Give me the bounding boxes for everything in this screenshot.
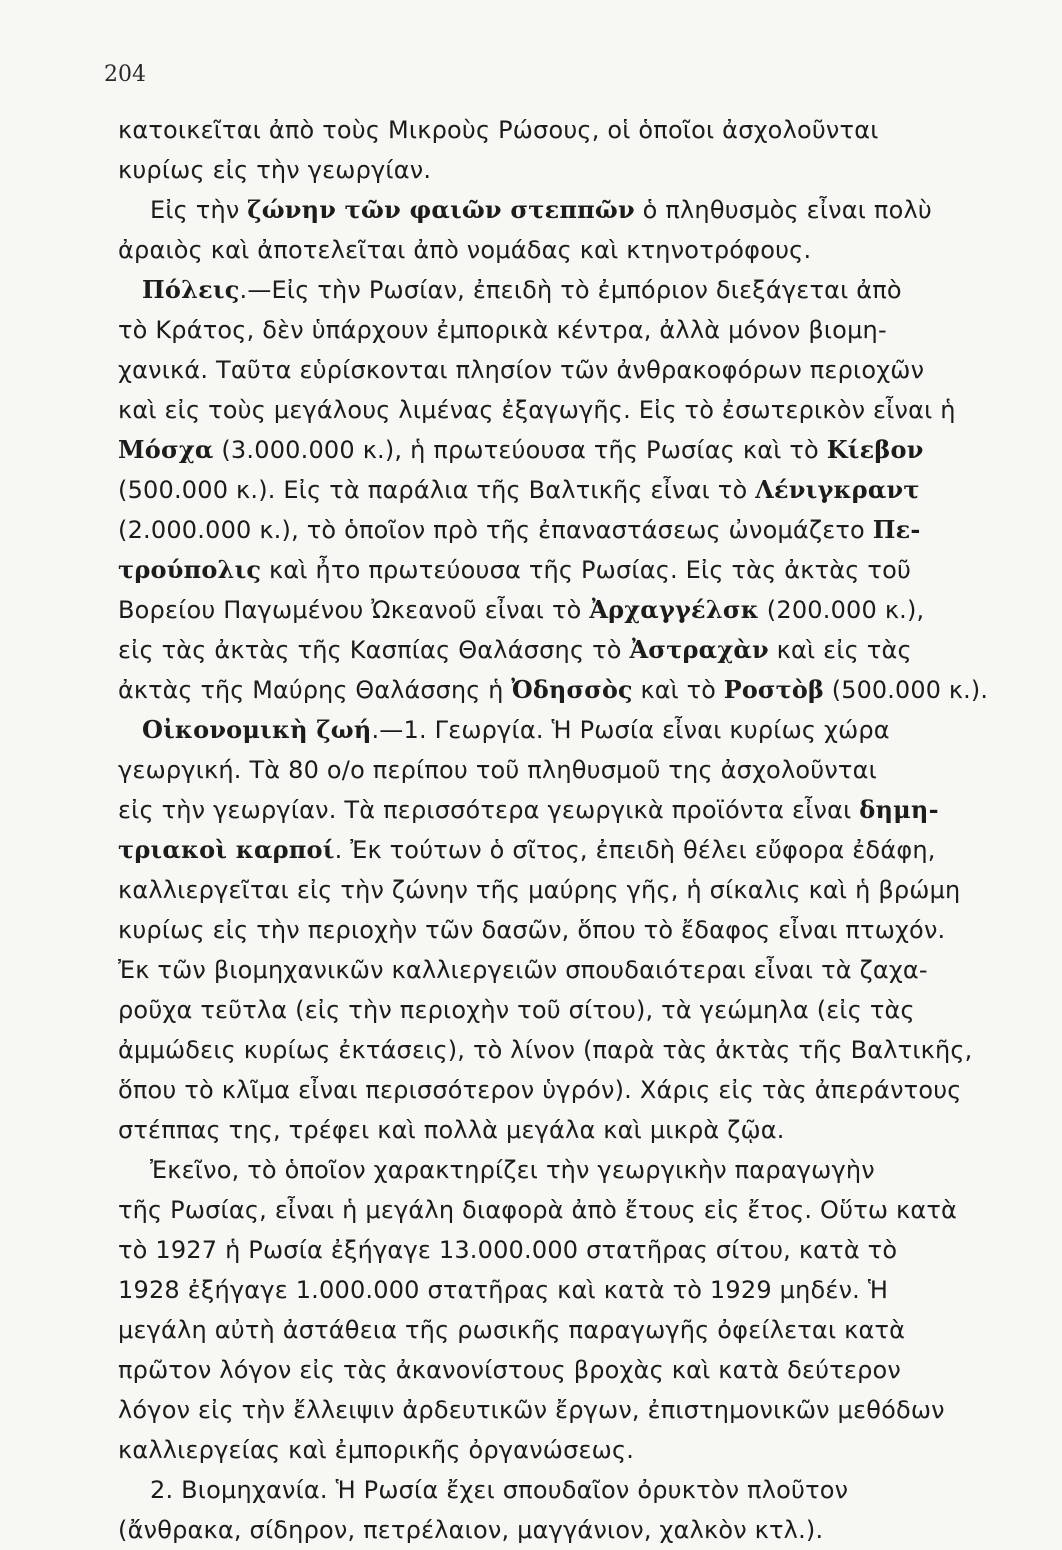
- text-line: [118, 510, 921, 550]
- text-run: εἰς τὰς ἀκτὰς τῆς Κασπίας Θαλάσσης τὸ: [118, 636, 630, 664]
- text-line: [118, 1350, 901, 1390]
- bold-term: Ἀρχαγγέλσκ: [589, 595, 759, 624]
- text-run: ἀραιὸς καὶ ἀποτελεῖται ἀπὸ νομάδας καὶ κτηνοτρόφους.: [118, 236, 812, 264]
- text-run: .—1. Γεωργία. Ἡ Ρωσία εἶναι κυρίως χώρα: [371, 716, 890, 744]
- text-run: κυρίως εἰς τὴν περιοχὴν τῶν δασῶν, ὅπου τὸ ἔδαφος εἶναι πτωχόν.: [118, 916, 946, 944]
- text-run: πρῶτον λόγον εἰς τὰς ἀκανονίστους βροχὰς καὶ κατὰ δεύτερον: [118, 1356, 901, 1384]
- text-line: [118, 350, 924, 390]
- text-line: [118, 1430, 634, 1470]
- text-run: (200.000 κ.),: [758, 596, 925, 624]
- bold-term: Ὀδησσὸς: [511, 675, 633, 704]
- text-run: (500.000 κ.). Εἰς τὰ παράλια τῆς Βαλτικῆς εἶναι τὸ: [118, 476, 756, 504]
- text-run: λόγον εἰς τὴν ἔλλειψιν ἀρδευτικῶν ἔργων, ἐπιστημονικῶν μεθόδων: [118, 1396, 945, 1424]
- bold-term: ζώνην τῶν φαιῶν στεππῶν: [247, 195, 635, 224]
- text-line: [118, 710, 890, 750]
- text-line: [118, 110, 879, 150]
- text-line: [118, 990, 915, 1030]
- text-run: Εἰς τὴν: [150, 196, 248, 224]
- text-run: τῆς Ρωσίας, εἶναι ἡ μεγάλη διαφορὰ ἀπὸ ἔτους εἰς ἔτος. Οὕτω κατὰ: [118, 1196, 958, 1224]
- text-line: [118, 1190, 957, 1230]
- text-run: καὶ εἰς τοὺς μεγάλους λιμένας ἐξαγωγῆς. Εἰς τὸ ἐσωτερικὸν εἶναι ἡ: [118, 396, 956, 424]
- text-line: [118, 190, 932, 230]
- text-run: (3.000.000 κ.), ἡ πρωτεύουσα τῆς Ρωσίας καὶ τὸ: [213, 436, 827, 464]
- text-run: 1928 ἐξήγαγε 1.000.000 στατῆρας καὶ κατὰ τὸ 1929 μηδέν. Ἡ: [118, 1276, 889, 1304]
- text-run: Βορείου Παγωμένου Ὠκεανοῦ εἶναι τὸ: [118, 596, 590, 624]
- text-run: (500.000 κ.).: [823, 676, 989, 704]
- bold-term: Λένιγκραντ: [755, 475, 920, 504]
- text-line: [118, 750, 877, 790]
- page-number: 204: [104, 62, 146, 87]
- text-line: [118, 1110, 785, 1150]
- text-line: [118, 550, 911, 590]
- text-run: κατοικεῖται ἀπὸ τοὺς Μικροὺς Ρώσους, οἱ ὁποῖοι ἀσχολοῦνται: [118, 116, 879, 144]
- text-run: μεγάλη αὐτὴ ἀστάθεια τῆς ρωσικῆς παραγωγῆς ὀφείλεται κατὰ: [118, 1316, 906, 1344]
- text-line: [118, 670, 988, 710]
- text-run: γεωργική. Τὰ 80 ο/ο περίπου τοῦ πληθυσμοῦ της ἀσχολοῦνται: [118, 756, 877, 784]
- text-run: καὶ τὸ: [632, 676, 724, 704]
- section-heading: Πόλεις: [142, 275, 240, 304]
- text-line: [118, 230, 811, 270]
- text-run: (2.000.000 κ.), τὸ ὁποῖον πρὸ τῆς ἐπαναστάσεως ὠνομάζετο: [118, 516, 873, 544]
- bold-term: Κίεβον: [826, 435, 924, 464]
- text-run: κυρίως εἰς τὴν γεωργίαν.: [118, 156, 432, 184]
- bold-term: τρούπολις: [118, 555, 262, 584]
- text-line: [118, 1230, 897, 1270]
- text-run: καὶ εἰς τὰς: [768, 636, 912, 664]
- text-line: [118, 830, 936, 870]
- text-run: .—Εἰς τὴν Ρωσίαν, ἐπειδὴ τὸ ἐμπόριον διεξάγεται ἀπὸ: [239, 276, 902, 304]
- text-line: [118, 470, 920, 510]
- text-line: [118, 1270, 888, 1310]
- text-line: [118, 1310, 905, 1350]
- text-run: εἰς τὴν γεωργίαν. Τὰ περισσότερα γεωργικὰ προϊόντα εἶναι: [118, 796, 860, 824]
- text-run: ἀκτὰς τῆς Μαύρης Θαλάσσης ἡ: [118, 676, 512, 704]
- text-run: ὁ πληθυσμὸς εἶναι πολὺ: [634, 196, 932, 224]
- text-line: [118, 1510, 823, 1550]
- text-run: ροῦχα τεῦτλα (εἰς τὴν περιοχὴν τοῦ σίτου), τὰ γεώμηλα (εἰς τὰς: [118, 996, 915, 1024]
- text-line: [118, 150, 431, 190]
- bold-term: Μόσχα: [118, 435, 214, 464]
- text-run: (ἄνθρακα, σίδηρον, πετρέλαιον, μαγγάνιον, χαλκὸν κτλ.).: [118, 1516, 824, 1544]
- text-run: Ἐκ τῶν βιομηχανικῶν καλλιεργειῶν σπουδαιότεραι εἶναι τὰ ζαχα-: [118, 956, 928, 984]
- text-run: 2. Βιομηχανία. Ἡ Ρωσία ἔχει σπουδαῖον ὀρυκτὸν πλοῦτον: [150, 1476, 849, 1504]
- section-heading: Οἰκονομικὴ ζωή: [142, 715, 372, 744]
- text-line: [118, 310, 887, 350]
- text-line: [118, 1390, 945, 1430]
- text-run: καλλιεργείας καὶ ἐμπορικῆς ὀργανώσεως.: [118, 1436, 635, 1464]
- text-line: [118, 1150, 875, 1190]
- text-run: ὅπου τὸ κλῖμα εἶναι περισσότερον ὑγρόν). Χάρις εἰς τὰς ἀπεράντους: [118, 1076, 962, 1104]
- bold-term: δημη-: [859, 795, 939, 824]
- text-line: [118, 1470, 848, 1510]
- text-run: τὸ Κράτος, δὲν ὑπάρχουν ἐμπορικὰ κέντρα, ἀλλὰ μόνον βιομη-: [118, 316, 887, 344]
- text-line: [118, 590, 924, 630]
- text-run: καλλιεργεῖται εἰς τὴν ζώνην τῆς μαύρης γῆς, ἡ σίκαλις καὶ ἡ βρώμη: [118, 876, 961, 904]
- text-run: καὶ ἦτο πρωτεύουσα τῆς Ρωσίας. Εἰς τὰς ἀκτὰς τοῦ: [261, 556, 912, 584]
- bold-term: τριακοὶ καρποί: [118, 835, 335, 864]
- bold-term: Πε-: [872, 515, 921, 544]
- text-line: [118, 630, 912, 670]
- text-line: [118, 950, 928, 990]
- text-line: [118, 1030, 973, 1070]
- text-line: [118, 870, 960, 910]
- text-run: Ἐκεῖνο, τὸ ὁποῖον χαρακτηρίζει τὴν γεωργικὴν παραγωγὴν: [150, 1156, 875, 1184]
- text-line: [118, 430, 924, 470]
- text-line: [118, 910, 945, 950]
- text-line: [118, 390, 956, 430]
- text-line: [118, 270, 902, 310]
- text-run: τὸ 1927 ἡ Ρωσία ἐξήγαγε 13.000.000 στατῆρας σίτου, κατὰ τὸ: [118, 1236, 898, 1264]
- text-run: ἀμμώδεις κυρίως ἐκτάσεις), τὸ λίνον (παρὰ τὰς ἀκτὰς τῆς Βαλτικῆς,: [118, 1036, 973, 1064]
- text-run: . Ἐκ τούτων ὁ σῖτος, ἐπειδὴ θέλει εὔφορα ἐδάφη,: [334, 836, 936, 864]
- text-run: στέππας της, τρέφει καὶ πολλὰ μεγάλα καὶ μικρὰ ζῷα.: [118, 1116, 785, 1144]
- bold-term: Ροστὸβ: [723, 675, 824, 704]
- text-line: [118, 790, 939, 830]
- text-run: χανικά. Ταῦτα εὑρίσκονται πλησίον τῶν ἀνθρακοφόρων περιοχῶν: [118, 356, 925, 384]
- bold-term: Ἀστραχὰν: [629, 635, 769, 664]
- text-line: [118, 1070, 962, 1110]
